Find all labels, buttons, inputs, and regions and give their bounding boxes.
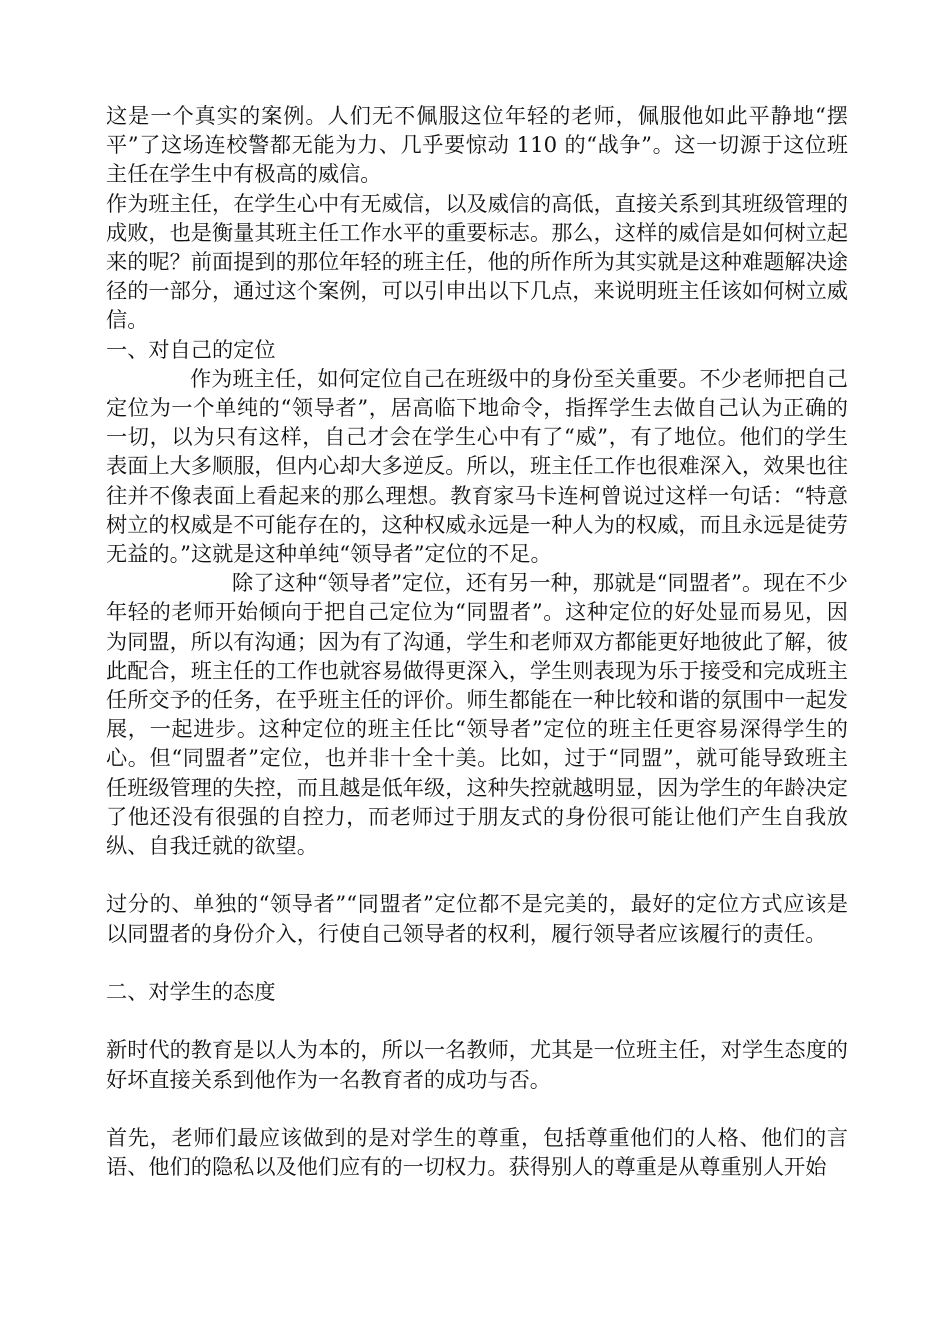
paragraph-leader-positioning: 作为班主任，如何定位自己在班级中的身份至关重要。不少老师把自己定位为一个单纯的“领导者”，居高临下地命令，指挥学生去做自己认为正确的一切，以为只有这样，自己才会在学生心中有了“威”，有了地位。他们的学生表面上大多顺服，但内心却大多逆反。所以，班主任工作也很难深入，效果也往往并不像表面上看起来的那么理想。教育家马卡连柯曾说过这样一句话：“特意树立的权威是不可能存在的，这种权威永远是一种人为的权威，而且永远是徒劳无益的。”这就是这种单纯“领导者”定位的不足。 xyxy=(106,365,848,567)
paragraph-spacer xyxy=(106,1006,848,1035)
paragraph-people-oriented: 新时代的教育是以人为本的，所以一名教师，尤其是一位班主任，对学生态度的好坏直接关系到他作为一名教育者的成功与否。 xyxy=(106,1037,848,1092)
paragraph-spacer xyxy=(106,1094,848,1123)
document-body xyxy=(106,101,848,1181)
paragraph-authority-importance: 作为班主任，在学生心中有无威信，以及威信的高低，直接关系到其班级管理的成败，也是衡量其班主任工作水平的重要标志。那么，这样的威信是如何树立起来的呢？前面提到的那位年轻的班主任，他的所作所为其实就是这种难题解决途径的一部分，通过这个案例，可以引申出以下几点，来说明班主任该如何树立威信。 xyxy=(106,190,848,333)
paragraph-spacer xyxy=(106,860,848,889)
paragraph-case-intro: 这是一个真实的案例。人们无不佩服这位年轻的老师，佩服他如此平静地“摆平”了这场连校警都无能为力、几乎要惊动 110 的“战争”。这一切源于这位班主任在学生中有极高的威信。 xyxy=(106,103,848,187)
section-heading-self-positioning: 一、对自己的定位 xyxy=(106,336,276,362)
section-heading-attitude-to-students: 二、对学生的态度 xyxy=(106,979,276,1005)
paragraph-respect-students: 首先，老师们最应该做到的是对学生的尊重，包括尊重他们的人格、他们的言语、他们的隐私以及他们应有的一切权力。获得别人的尊重是从尊重别人开始 xyxy=(106,1125,848,1180)
paragraph-ally-positioning: 除了这种“领导者”定位，还有另一种，那就是“同盟者”。现在不少年轻的老师开始倾向于把自己定位为“同盟者”。这种定位的好处显而易见，因为同盟，所以有沟通；因为有了沟通，学生和老师双方都能更好地彼此了解，彼此配合，班主任的工作也就容易做得更深入，学生则表现为乐于接受和完成班主任所交予的任务，在乎班主任的评价。师生都能在一种比较和谐的氛围中一起发展，一起进步。这种定位的班主任比“领导者”定位的班主任更容易深得学生的心。但“同盟者”定位，也并非十全十美。比如，过于“同盟”，就可能导致班主任班级管理的失控，而且越是低年级，这种失控就越明显，因为学生的年龄决定了他还没有很强的自控力，而老师过于朋友式的身份很可能让他们产生自我放纵、自我迁就的欲望。 xyxy=(106,570,848,859)
paragraph-spacer xyxy=(106,948,848,977)
paragraph-best-positioning: 过分的、单独的“领导者”“同盟者”定位都不是完美的，最好的定位方式应该是以同盟者的身份介入，行使自己领导者的权利，履行领导者应该履行的责任。 xyxy=(106,891,848,946)
